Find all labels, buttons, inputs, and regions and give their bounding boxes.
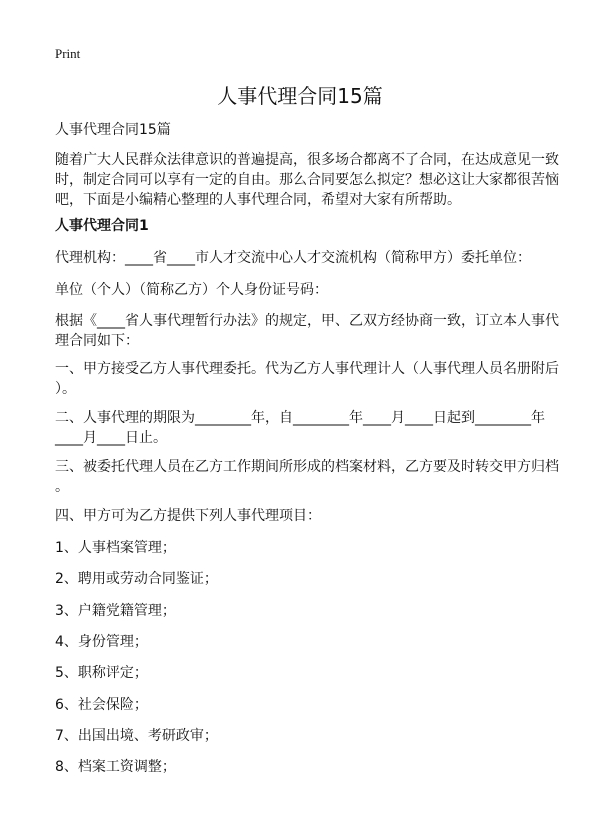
paragraph-line: 7、出国出境、考研政审；: [55, 728, 218, 744]
intro-line: 吧，下面是小编精心整理的人事代理合同，希望对大家有所帮助。: [55, 192, 461, 208]
intro-line: 随着广大人民群众法律意识的普遍提高，很多场合都离不了合同，在达成意见一致: [55, 152, 559, 168]
paragraph-line: 。: [55, 479, 69, 495]
page-title: 人事代理合同15篇: [217, 84, 383, 108]
paragraph-line: 6、社会保险；: [55, 697, 148, 713]
paragraph-line: 代理机构：____省____市人才交流中心人才交流机构（简称甲方）委托单位：: [55, 250, 531, 266]
paragraph-line: ）。: [55, 381, 76, 397]
paragraph-line: 1、人事档案管理；: [55, 540, 176, 556]
section-heading: 人事代理合同1: [55, 218, 149, 234]
intro-line: 时，制定合同可以享有一定的自由。那么合同要怎么拟定？想必这让大家都很苦恼: [55, 172, 559, 188]
paragraph-line: 一、甲方接受乙方人事代理委托。代为乙方人事代理计人（人事代理人员名册附后: [55, 361, 559, 377]
paragraph-line: 理合同如下：: [55, 333, 139, 349]
subtitle: 人事代理合同15篇: [55, 122, 171, 138]
paragraph-line: 单位（个人）（简称乙方）个人身份证号码：: [55, 282, 328, 298]
paragraph-line: 四、甲方可为乙方提供下列人事代理项目：: [55, 508, 321, 524]
paragraph-line: 4、身份管理；: [55, 634, 148, 650]
paragraph-line: 2、聘用或劳动合同鉴证；: [55, 571, 218, 587]
paragraph-line: 5、职称评定；: [55, 665, 148, 681]
paragraph-line: 3、户籍党籍管理；: [55, 603, 176, 619]
paragraph-line: 二、人事代理的期限为________年，自________年____月____日起到________年: [55, 410, 545, 426]
paragraph-line: ____月____日止。: [55, 430, 167, 446]
print-link[interactable]: Print: [55, 46, 81, 61]
paragraph-line: 三、被委托代理人员在乙方工作期间所形成的档案材料，乙方要及时转交甲方归档: [55, 459, 559, 475]
paragraph-line: 根据《____省人事代理暂行办法》的规定，甲、乙双方经协商一致，订立本人事代: [55, 313, 559, 329]
paragraph-line: 8、档案工资调整；: [55, 759, 176, 775]
